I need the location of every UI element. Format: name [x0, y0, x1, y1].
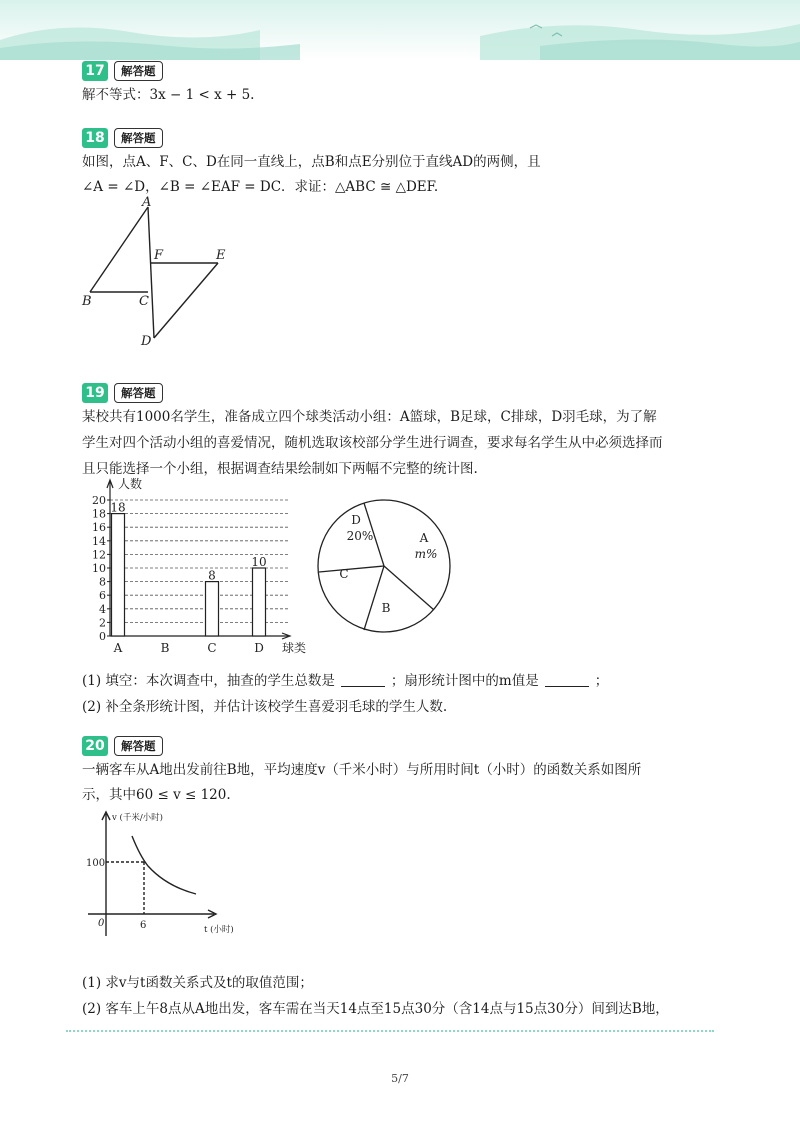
x-tick-label: A	[113, 641, 123, 655]
answer-blank-total[interactable]	[341, 686, 385, 687]
y-tick-label: 4	[99, 602, 106, 616]
bar-chart	[78, 474, 307, 660]
graph-origin: 0	[98, 918, 105, 929]
figure-label-f: F	[154, 248, 164, 263]
question-19-line-2: 学生对四个活动小组的喜爱情况，随机选取该校部分学生进行调查，要求每名学生从中必须选择而	[82, 435, 663, 451]
question-20-sub-1: (1) 求v与t函数关系式及t的取值范围；	[82, 975, 313, 991]
question-19-line-1: 某校共有1000名学生，准备成立四个球类活动小组：A篮球，B足球，C排球，D羽毛球，为了解	[82, 409, 657, 425]
pie-chart	[312, 494, 462, 640]
y-tick-label: 8	[99, 575, 106, 589]
bar-d	[253, 568, 266, 636]
sub1-mid: ；扇形统计图中的m值是	[390, 673, 539, 689]
question-17-text: 解不等式：3x − 1 < x + 5.	[82, 87, 255, 103]
y-tick-label: 10	[92, 562, 106, 575]
question-type-badge: 解答题	[114, 61, 163, 81]
question-19-header	[82, 383, 163, 403]
y-tick-label: 6	[99, 589, 106, 603]
figure-label-a: A	[142, 195, 152, 210]
answer-blank-m[interactable]	[545, 686, 589, 687]
question-19-sub-1	[82, 669, 608, 689]
data-label: 18	[110, 500, 126, 515]
question-19-sub-2: (2) 补全条形统计图，并估计该校学生喜爱羽毛球的学生人数.	[82, 699, 448, 715]
x-axis-title: 球类	[282, 641, 307, 655]
pie-label-d: D	[351, 513, 361, 527]
page-number: 5/7	[391, 1072, 409, 1085]
y-tick-label: 16	[92, 521, 106, 535]
question-type-badge: 解答题	[114, 128, 163, 148]
pie-label-b: B	[381, 601, 391, 615]
question-20-line-1: 一辆客车从A地出发前往B地，平均速度v（千米小时）与所用时间t（小时）的函数关系如图所	[82, 762, 642, 778]
x-tick-label: D	[254, 641, 264, 655]
header-banner	[0, 0, 800, 60]
y-tick-label: 18	[92, 507, 106, 521]
pie-value-a: m%	[414, 547, 438, 561]
question-number: 20	[82, 736, 108, 756]
figure-label-d: D	[141, 334, 152, 349]
inverse-function-graph	[84, 808, 254, 950]
question-20-line-2: 示，其中60 ≤ v ≤ 120.	[82, 787, 231, 803]
pie-label-a: A	[419, 531, 429, 545]
x-tick-label: C	[207, 641, 217, 655]
question-type-badge: 解答题	[114, 383, 163, 403]
data-label: 10	[251, 555, 267, 569]
sub1-prefix: (1) 填空：本次调查中，抽查的学生总数是	[82, 673, 335, 689]
bar-a	[112, 514, 125, 636]
graph-x-tick: 6	[140, 920, 147, 931]
question-number: 17	[82, 61, 108, 81]
triangle-figure	[78, 195, 238, 350]
y-axis-title: 人数	[118, 477, 143, 491]
graph-y-label: v (千米/小时)	[112, 813, 164, 823]
figure-label-e: E	[216, 248, 226, 263]
bar-c	[206, 582, 219, 636]
question-18-line-2: ∠A = ∠D，∠B = ∠EAF = DC．求证：△ABC ≅ △DEF.	[82, 179, 439, 195]
data-label: 8	[208, 568, 216, 583]
question-17-header	[82, 61, 163, 81]
figure-label-c: C	[139, 294, 149, 309]
x-tick-label: B	[160, 641, 170, 655]
question-number: 19	[82, 383, 108, 403]
figure-label-b: B	[82, 294, 92, 309]
y-tick-label: 20	[92, 494, 106, 507]
question-20-header	[82, 736, 163, 756]
sub1-end: ；	[594, 673, 609, 689]
graph-x-label: t (小时)	[204, 925, 234, 935]
question-type-badge: 解答题	[114, 736, 163, 756]
footer-divider	[66, 1030, 714, 1032]
y-tick-label: 12	[92, 548, 106, 562]
question-18-header	[82, 128, 163, 148]
y-tick-label: 14	[92, 534, 106, 548]
question-19-line-3: 且只能选择一个小组，根据调查结果绘制如下两幅不完整的统计图.	[82, 461, 478, 477]
graph-y-tick: 100	[86, 858, 106, 869]
question-20-sub-2: (2) 客车上午8点从A地出发，客车需在当天14点至15点30分（含14点与15点30分）间到达B地，	[82, 1001, 669, 1017]
y-tick-label: 0	[99, 630, 106, 643]
pie-value-d: 20%	[346, 529, 374, 543]
question-number: 18	[82, 128, 108, 148]
pie-label-c: C	[339, 567, 349, 581]
y-tick-label: 2	[99, 616, 106, 630]
question-18-line-1: 如图，点A、F、C、D在同一直线上，点B和点E分别位于直线AD的两侧，且	[82, 154, 541, 170]
